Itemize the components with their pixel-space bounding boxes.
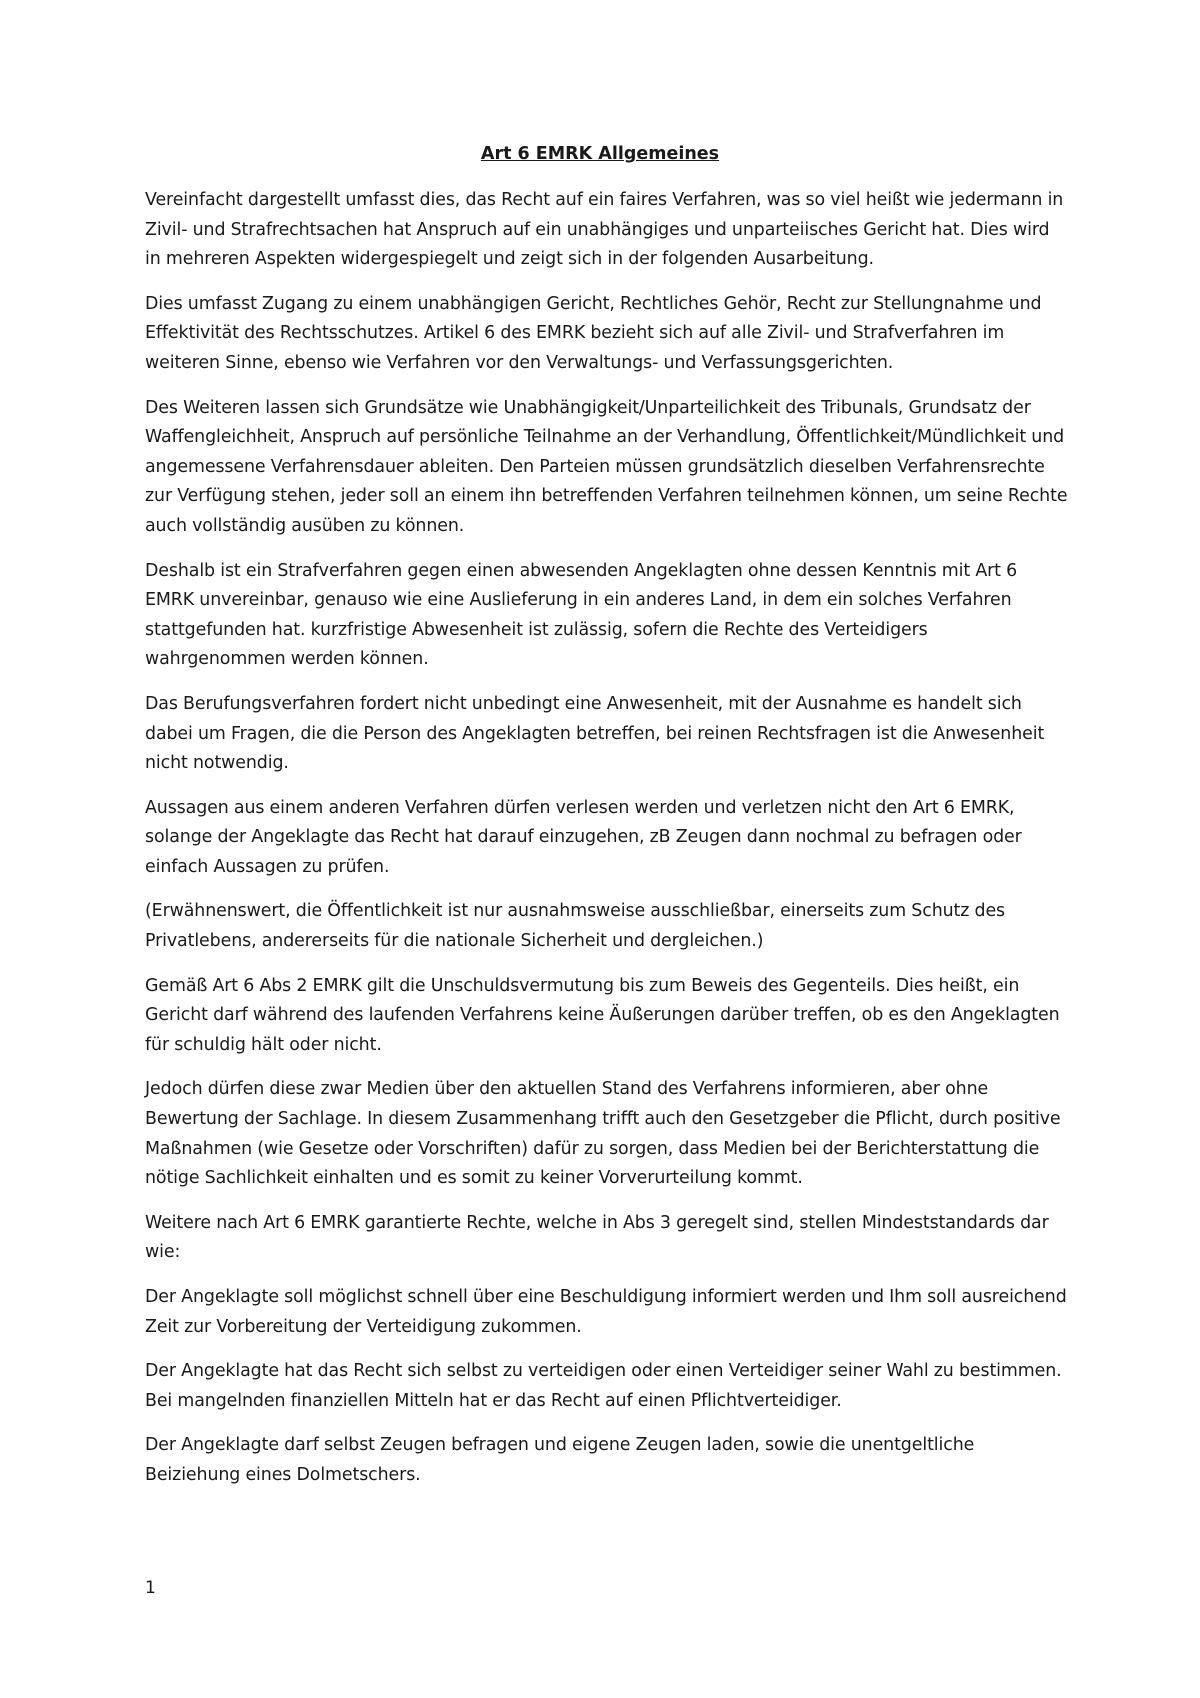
paragraph-12: Der Angeklagte hat das Recht sich selbst zu verteidigen oder einen Verteidiger seiner Wahl zu bestimmen. Bei mangelnden finanziellen Mitteln hat er das Recht auf einen Pflichtverteidiger. (145, 1361, 1062, 1411)
document-body (145, 186, 1070, 1506)
paragraph-7: (Erwähnenswert, die Öffentlichkeit ist nur ausnahmsweise ausschließbar, einerseits zum Schutz des Privatlebens, andererseits für die nationale Sicherheit und dergleichen.) (145, 901, 1006, 952)
page-title: Art 6 EMRK Allgemeines (480, 144, 720, 164)
paragraph-3: Des Weiteren lassen sich Grundsätze wie Unabhängigkeit/Unparteilichkeit des Tribunals, Grundsatz der Waffengleichheit, Anspruch auf persönliche Teilnahme an der Verhandlung, Öffentlichkeit/Mündlichkeit und angemessene Verfahrensdauer ableiten. Den Parteien müssen grundsätzlich dieselben Verfahrensrechte zur Verfügung stehen, jeder soll an einem ihn betreffenden Verfahren teilnehmen können, um seine Rechte auch vollständig ausüben zu können. (145, 397, 1068, 536)
paragraph-4: Deshalb ist ein Strafverfahren gegen einen abwesenden Angeklagten ohne dessen Kenntnis mit Art 6 EMRK unvereinbar, genauso wie eine Auslieferung in ein anderes Land, in dem ein solches Verfahren stattgefunden hat. kurzfristige Abwesenheit ist zulässig, sofern die Rechte des Verteidigers wahrgenommen werden können. (145, 560, 1018, 670)
paragraph-5: Das Berufungsverfahren fordert nicht unbedingt eine Anwesenheit, mit der Ausnahme es handelt sich dabei um Fragen, die die Person des Angeklagten betreffen, bei reinen Rechtsfragen ist die Anwesenheit nicht notwendig. (145, 693, 1045, 774)
paragraph-2: Dies umfasst Zugang zu einem unabhängigen Gericht, Rechtliches Gehör, Recht zur Stellungnahme und Effektivität des Rechtsschutzes. Artikel 6 des EMRK bezieht sich auf alle Zivil- und Strafverfahren im weiteren Sinne, ebenso wie Verfahren vor den Verwaltungs- und Verfassungsgerichten. (145, 293, 1042, 373)
page-number: 1 (145, 1578, 156, 1598)
paragraph-1: Vereinfacht dargestellt umfasst dies, das Recht auf ein faires Verfahren, was so viel heißt wie jedermann in Zivil- und Strafrechtsachen hat Anspruch auf ein unabhängiges und unparteiisches Gericht hat. Dies wird in mehreren Aspekten widergespiegelt und zeigt sich in der folgenden Ausarbeitung. (145, 190, 1064, 270)
paragraph-10: Weitere nach Art 6 EMRK garantierte Rechte, welche in Abs 3 geregelt sind, stellen Mindeststandards dar wie: (145, 1212, 1049, 1263)
paragraph-9: Jedoch dürfen diese zwar Medien über den aktuellen Stand des Verfahrens informieren, aber ohne Bewertung der Sachlage. In diesem Zusammenhang trifft auch den Gesetzgeber die Pflicht, durch positive Maßnahmen (wie Gesetze oder Vorschriften) dafür zu sorgen, dass Medien bei der Berichterstattung die nötige Sachlichkeit einhalten und es somit zu keiner Vorverurteilung kommt. (145, 1079, 1061, 1189)
paragraph-8: Gemäß Art 6 Abs 2 EMRK gilt die Unschuldsvermutung bis zum Beweis des Gegenteils. Dies heißt, ein Gericht darf während des laufenden Verfahrens keine Äußerungen darüber treffen, ob es den Angeklagten für schuldig hält oder nicht. (145, 975, 1060, 1055)
paragraph-11: Der Angeklagte soll möglichst schnell über eine Beschuldigung informiert werden und Ihm soll ausreichend Zeit zur Vorbereitung der Verteidigung zukommen. (145, 1287, 1067, 1337)
paragraph-13: Der Angeklagte darf selbst Zeugen befragen und eigene Zeugen laden, sowie die unentgeltliche Beiziehung eines Dolmetschers. (145, 1435, 975, 1485)
paragraph-6: Aussagen aus einem anderen Verfahren dürfen verlesen werden und verletzen nicht den Art 6 EMRK, solange der Angeklagte das Recht hat darauf einzugehen, zB Zeugen dann nochmal zu befragen oder einfach Aussagen zu prüfen. (145, 797, 1022, 877)
